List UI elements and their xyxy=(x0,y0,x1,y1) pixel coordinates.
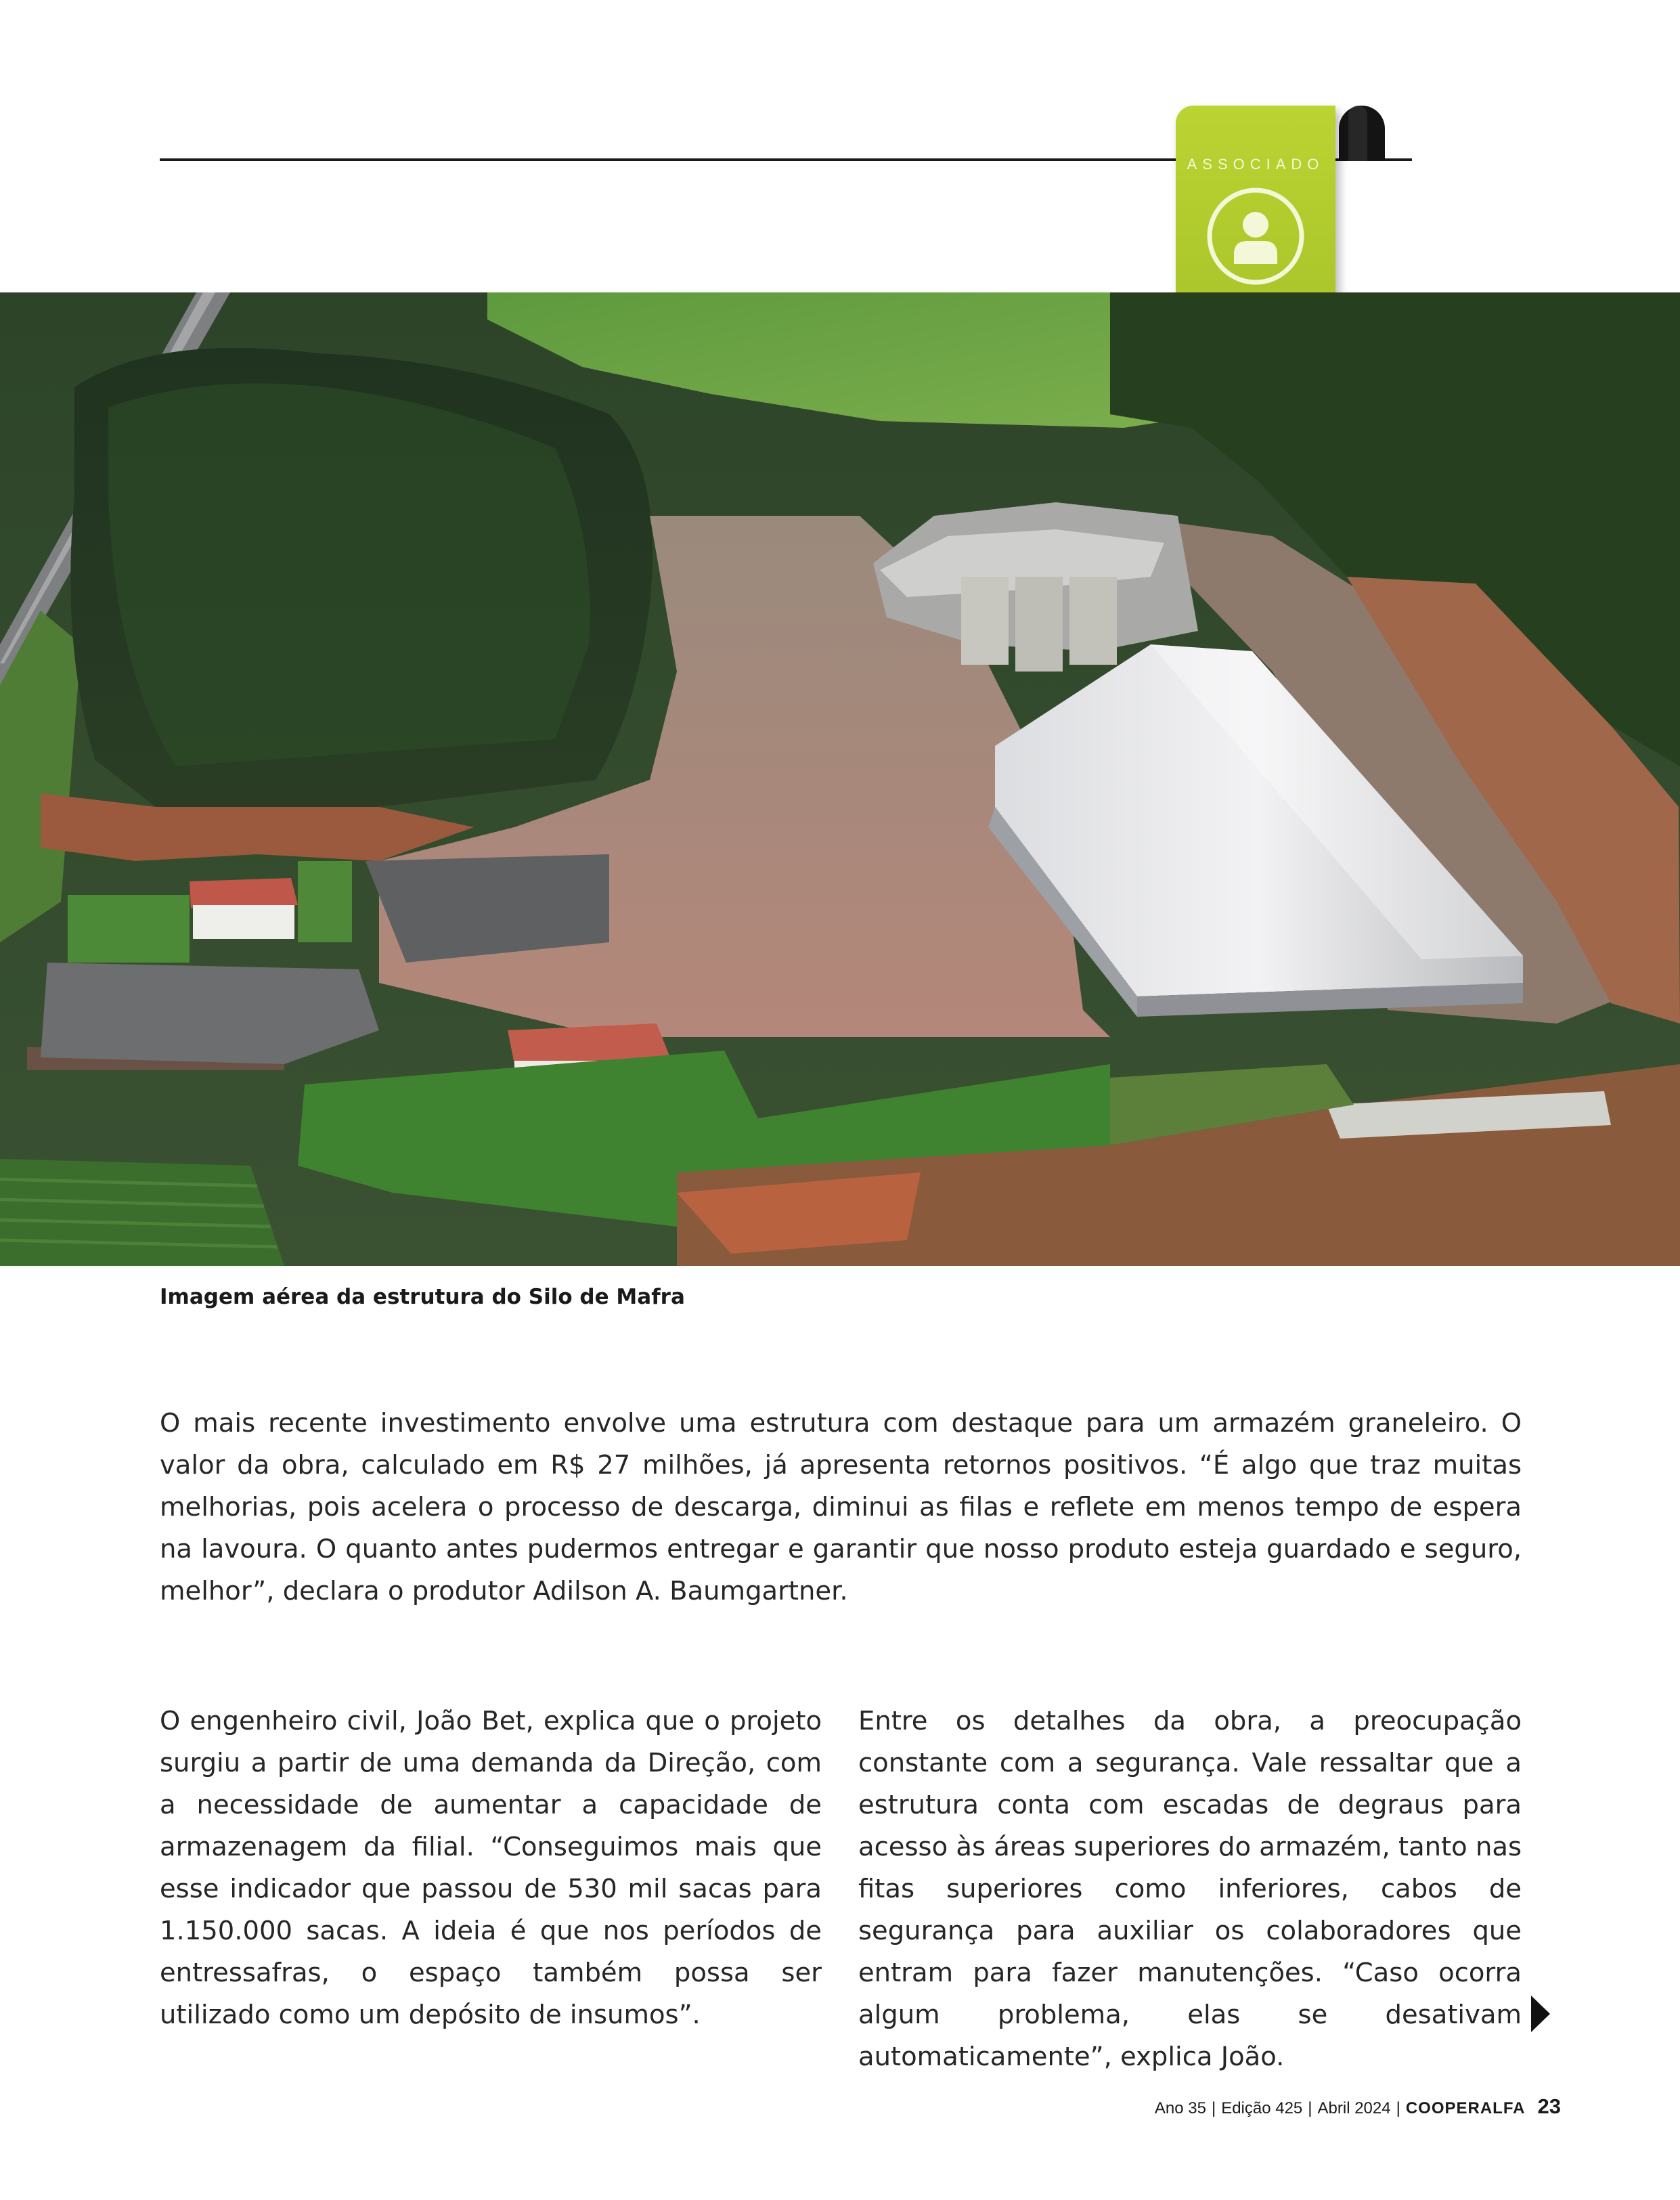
footer-edition: Edição 425 xyxy=(1221,2099,1303,2117)
footer-brand: COOPERALFA xyxy=(1405,2099,1526,2117)
page-number: 23 xyxy=(1537,2094,1561,2118)
person-icon xyxy=(1205,185,1306,287)
footer-separator: | xyxy=(1396,2099,1400,2117)
footer-date: Abril 2024 xyxy=(1317,2099,1391,2117)
continue-arrow-icon xyxy=(1531,1996,1550,2032)
section-tab xyxy=(1176,106,1335,315)
right-column-paragraph: Entre os detalhes da obra, a preocupação constante com a segurança. Vale ressaltar que a estrutura conta com escadas de degraus para acesso às áreas superiores do armazém, tanto nas fitas superiores como inferiores, cabos de segurança para auxiliar os colaboradores que entram para fazer manutenções. “Caso ocorra algum problema, elas se desativam automaticamente”, explica João. xyxy=(858,1706,1522,2072)
footer-year: Ano 35 xyxy=(1154,2099,1206,2117)
lead-paragraph: O mais recente investimento envolve uma estrutura com destaque para um armazém graneleiro. O valor da obra, calculado em R$ 27 milhões, já apresenta retornos positivos. “É algo que traz muitas melhorias, pois acelera o processo de descarga, diminui as filas e reflete em menos tempo de espera na lavoura. O quanto antes pudermos entregar e garantir que nosso produto esteja guardado e seguro, melhor”, declara o produtor Adilson A. Baumgartner. xyxy=(160,1408,1522,1606)
photo-caption: Imagem aérea da estrutura do Silo de Mafra xyxy=(160,1285,685,1309)
footer-separator: | xyxy=(1308,2099,1312,2117)
left-column-paragraph: O engenheiro civil, João Bet, explica que o projeto surgiu a partir de uma demanda da Direção, com a necessidade de aumentar a capacidade de armazenagem da filial. “Conseguimos mais que esse indicador que passou de 530 mil sacas para 1.150.000 sacas. A ideia é que nos períodos de entressafras, o espaço também possa ser utilizado como um depósito de insumos”. xyxy=(160,1706,822,2030)
aerial-photo xyxy=(0,292,1680,1266)
tab-curl xyxy=(1339,106,1385,161)
footer-separator: | xyxy=(1211,2099,1216,2117)
section-label: ASSOCIADO xyxy=(1187,156,1325,173)
page-footer xyxy=(1155,2094,1561,2119)
